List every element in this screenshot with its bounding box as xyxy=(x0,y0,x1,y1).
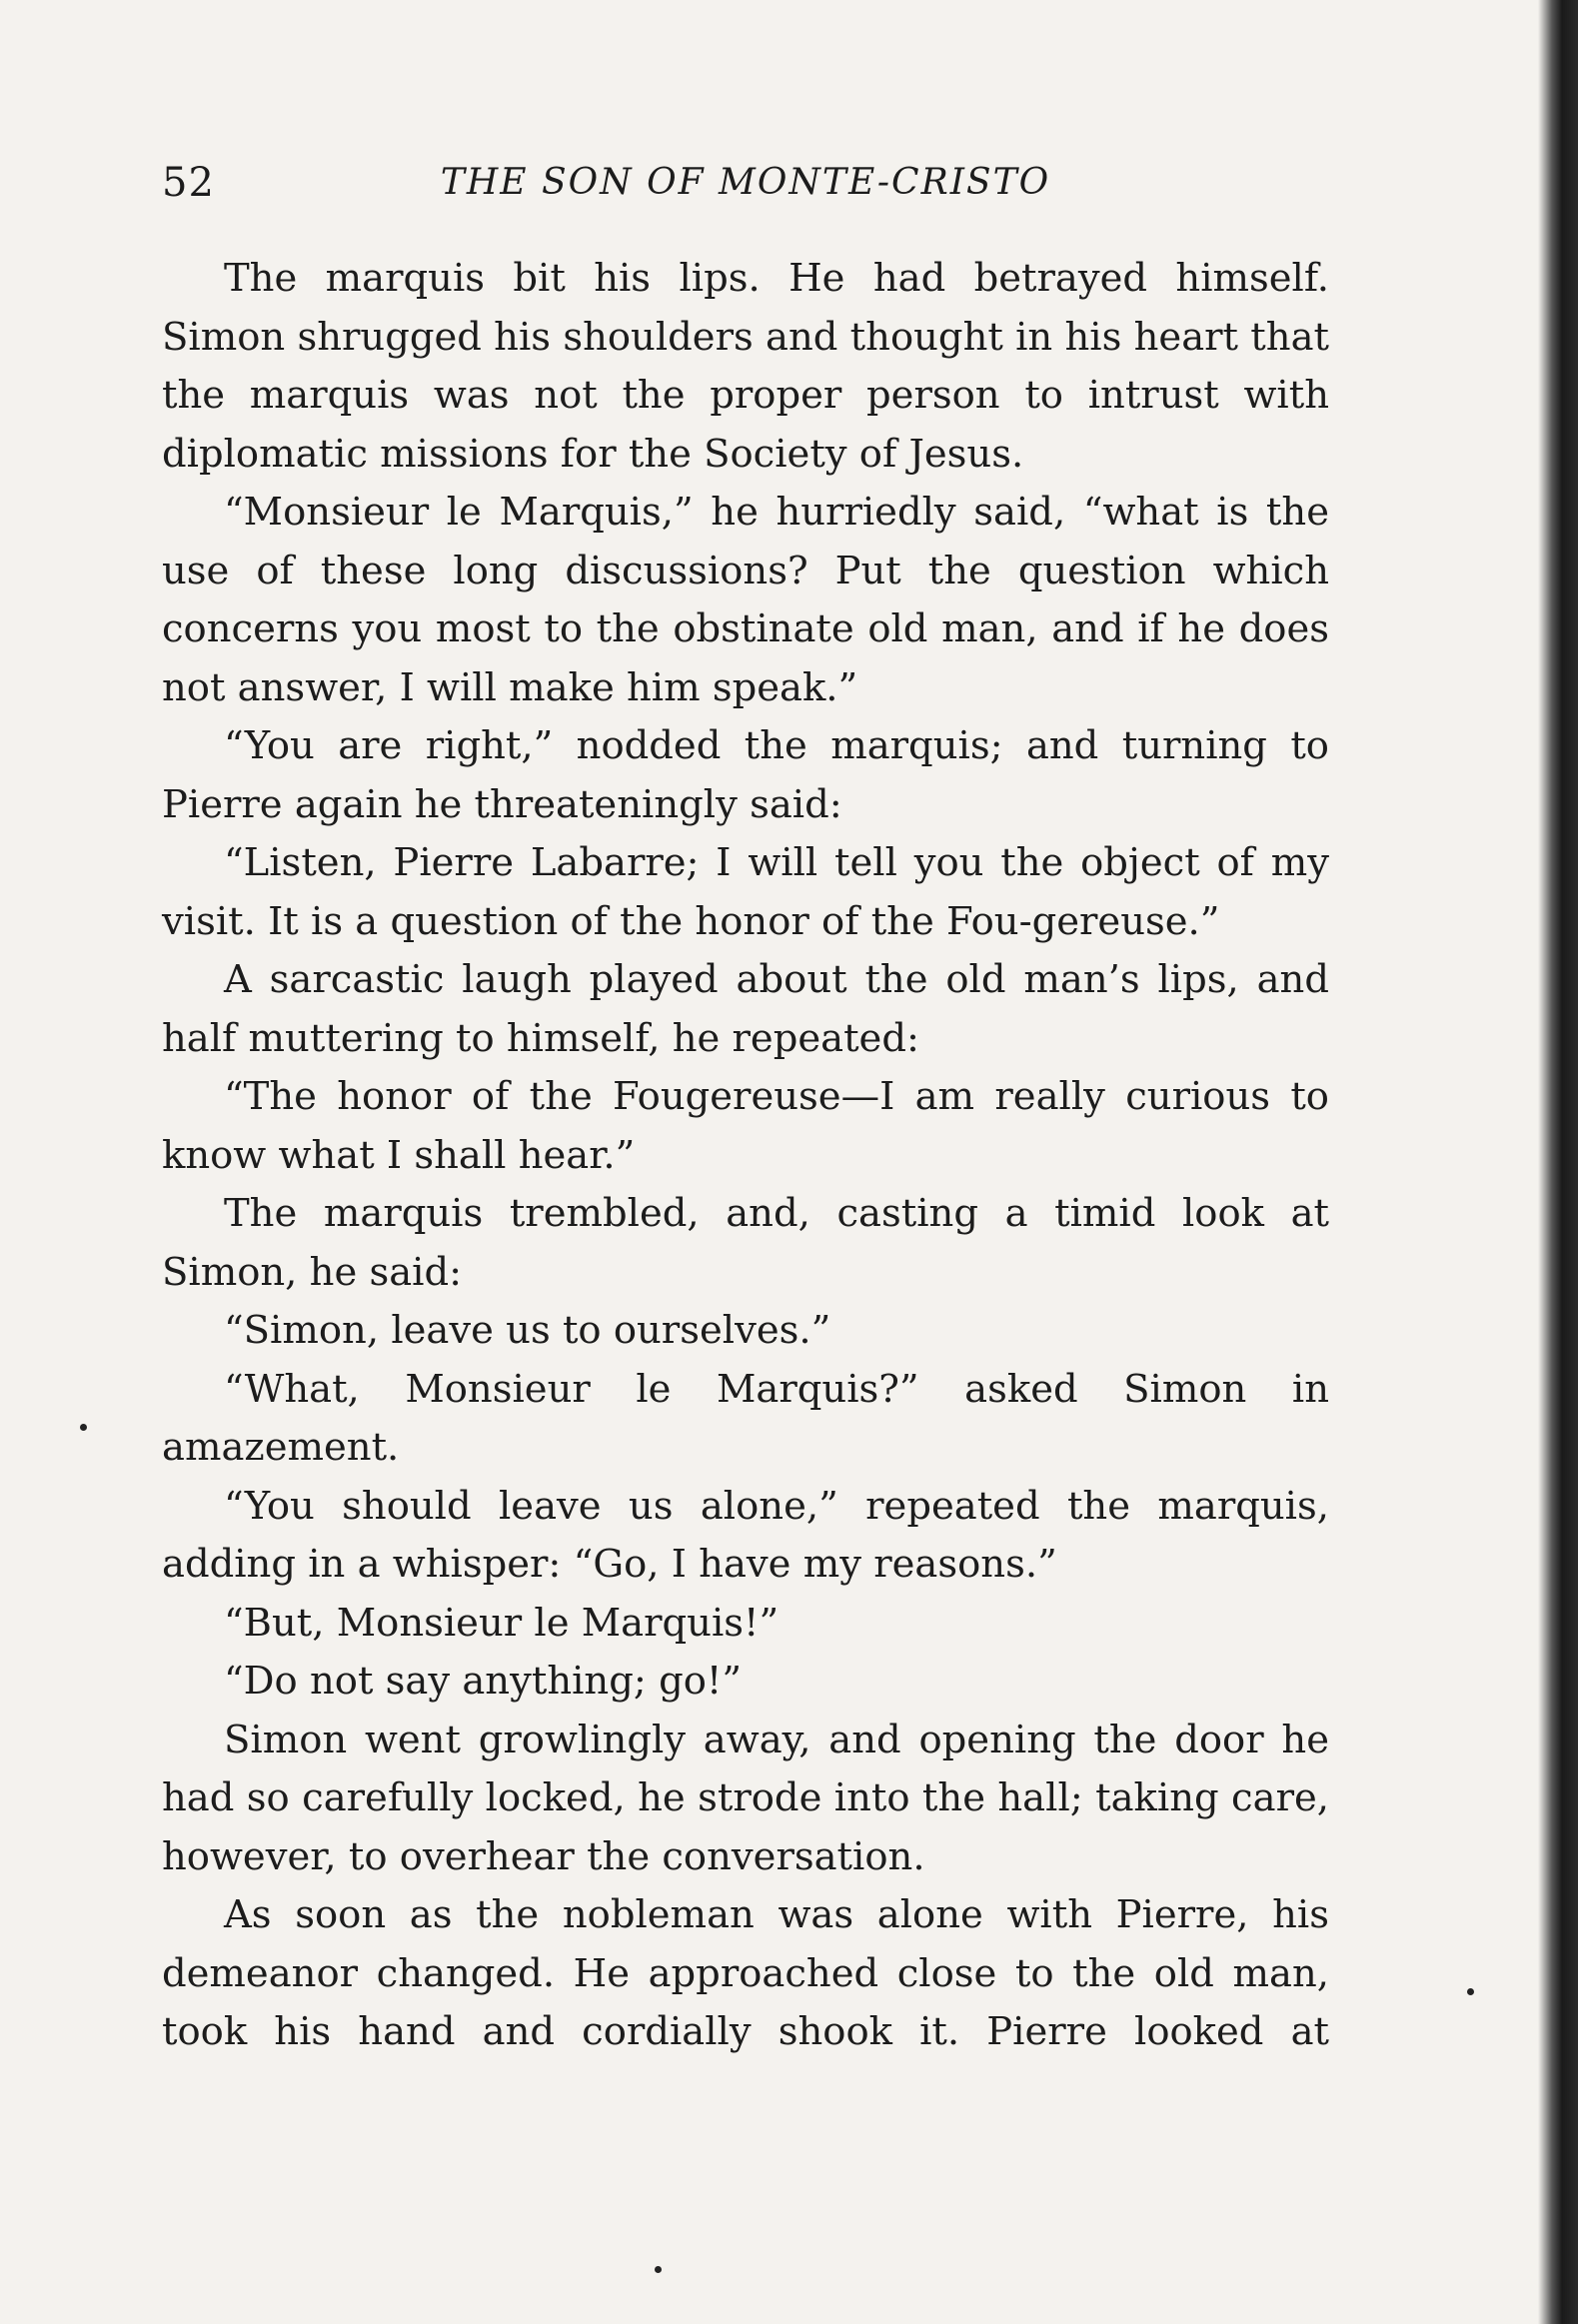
print-speck xyxy=(1467,1988,1474,1995)
paragraph: “Listen, Pierre Labarre; I will tell you the object of my visit. It is a question of the honor of the Fou-gereuse.” xyxy=(162,840,1329,944)
paragraph: The marquis bit his lips. He had betrayed himself. Simon shrugged his shoulders and thought in his heart that the marquis was not the proper person to intrust with diplomatic missions for the Society of Jesus. xyxy=(162,256,1329,477)
paragraph: “The honor of the Fougereuse—I am really curious to know what I shall hear.” xyxy=(162,1074,1329,1178)
print-speck xyxy=(655,2266,662,2273)
paragraph: “Do not say anything; go!” xyxy=(224,1659,743,1704)
paragraph: “What, Monsieur le Marquis?” asked Simon in amazement. xyxy=(162,1366,1329,1470)
paragraph: “You are right,” nodded the marquis; and turning to Pierre again he threateningly said: xyxy=(162,723,1329,827)
page-edge-shadow xyxy=(1538,0,1578,2324)
running-title: THE SON OF MONTE-CRISTO xyxy=(440,162,1051,203)
page-number: 52 xyxy=(162,160,215,206)
paragraph: “Simon, leave us to ourselves.” xyxy=(224,1308,831,1353)
paragraph: As soon as the nobleman was alone with Pierre, his demeanor changed. He approached close to the old man, took his hand and cordially shook it. Pierre looked at xyxy=(162,1892,1329,2054)
paragraph: “You should leave us alone,” repeated the marquis, adding in a whisper: “Go, I have my reasons.” xyxy=(162,1483,1329,1587)
paragraph: “But, Monsieur le Marquis!” xyxy=(224,1600,780,1646)
print-speck xyxy=(80,1424,87,1431)
paragraph: Simon went growlingly away, and opening the door he had so carefully locked, he strode into the hall; taking care, however, to overhear the conversation. xyxy=(162,1717,1329,1879)
paragraph: The marquis trembled, and, casting a timid look at Simon, he said: xyxy=(162,1191,1329,1295)
body-text xyxy=(162,250,1329,2062)
page-header xyxy=(162,160,1329,220)
paragraph: “Monsieur le Marquis,” he hurriedly said, “what is the use of these long discussions? Put the question which concerns you most to the obstinate old man, and if he does not answer, I will make him speak.” xyxy=(162,490,1329,710)
paragraph: A sarcastic laugh played about the old man’s lips, and half muttering to himself, he repeated: xyxy=(162,957,1329,1061)
